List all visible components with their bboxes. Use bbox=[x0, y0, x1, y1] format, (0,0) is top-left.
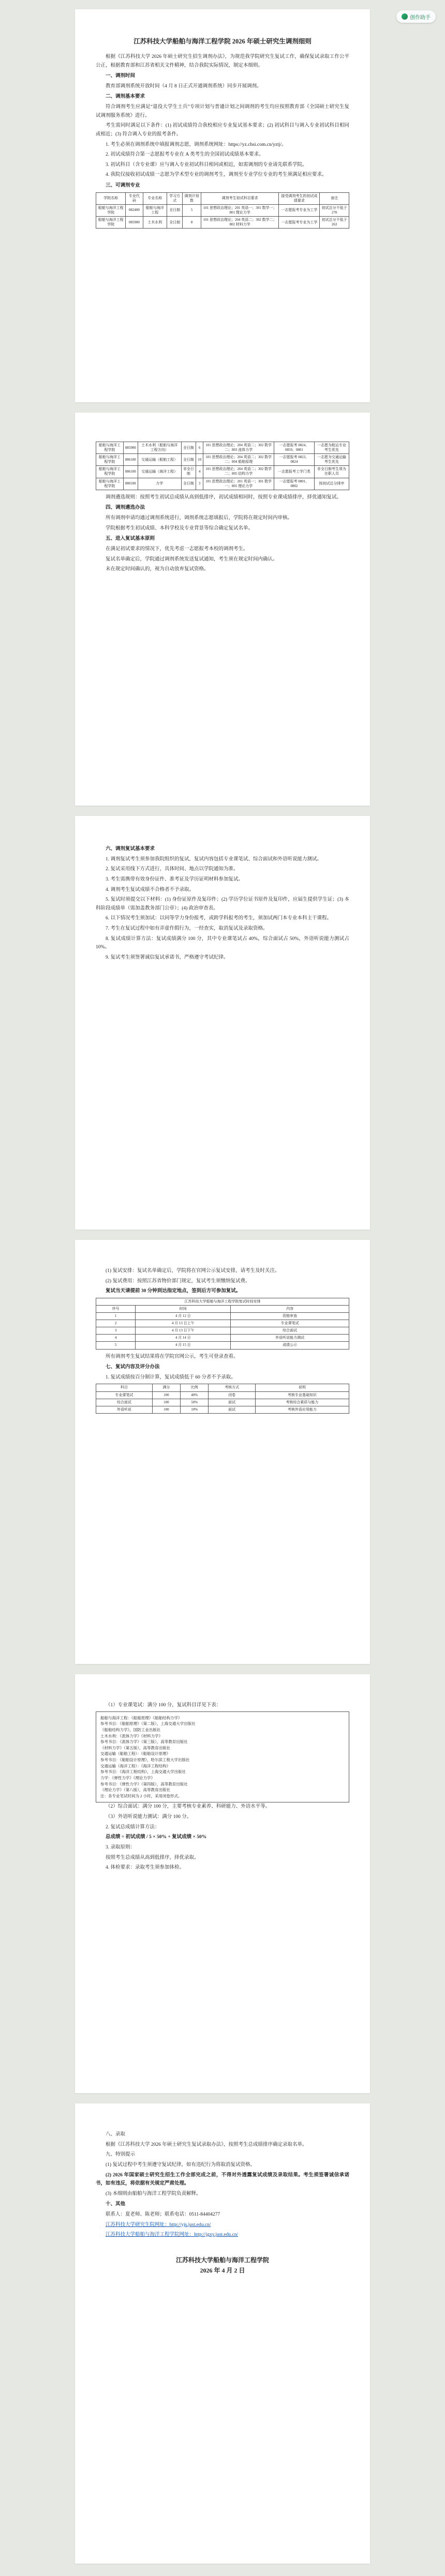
table-cell: 6 bbox=[196, 442, 203, 454]
table-cell: 101 思想政治理论；201 英语一；301 数学一；801 理论力学 bbox=[203, 478, 274, 490]
table-cell: 101 思想政治理论；204 英语二；302 数学二；805 结构力学 bbox=[203, 466, 274, 478]
table-row bbox=[96, 1320, 349, 1327]
website-url[interactable]: 江苏科技大学研究生院网址：http://yjs.just.edu.cn/ bbox=[106, 2222, 211, 2228]
table-header-cell: 科目 bbox=[96, 1384, 153, 1391]
table-cell: 4 月 13 日下午 bbox=[136, 1327, 231, 1335]
section-2-heading: 二、调剂基本要求 bbox=[106, 94, 145, 100]
app-logo-icon bbox=[402, 13, 408, 20]
table-cell: 船舶与海洋工程学院 bbox=[96, 478, 124, 490]
table-caption-row bbox=[96, 1298, 349, 1305]
document-page-6 bbox=[75, 2103, 370, 2564]
section-5-text: 复试名单确定后，学院通过调剂系统发送复试通知，考生须在规定时间内确认。 bbox=[106, 556, 278, 562]
table-header-cell: 满分 bbox=[152, 1384, 180, 1391]
table-header-cell: 备注 bbox=[320, 192, 349, 204]
table-cell: 按初试总分排序 bbox=[314, 478, 349, 490]
table-cell: 085900 bbox=[126, 217, 143, 229]
table-cell: 50% bbox=[180, 1399, 208, 1406]
table-row bbox=[96, 204, 349, 216]
medical-text: 4. 体检要求：录取考生须参加体检。 bbox=[106, 1865, 185, 1871]
interview-text: （2）综合面试：满分 100 分，主要考核专业素养、科研能力、外语水平等。 bbox=[106, 1804, 271, 1810]
table-cell: 土木水利（船舶与海洋工程方向） bbox=[138, 442, 181, 454]
table-cell: 船舶与海洋工程学院 bbox=[96, 466, 124, 478]
subject-line: 《理论力学》（第八版），高等教育出版社 bbox=[100, 1787, 170, 1793]
table-header-cell: 内容 bbox=[231, 1305, 349, 1312]
table-header-cell: 调剂计划数 bbox=[183, 192, 201, 204]
section-6-text: 9. 复试考生须签署诚信复试承诺书，严格遵守考试纪律。 bbox=[106, 954, 229, 960]
section-2-text: 3. 初试科目（含专业课）应与调入专业初试科目相同或相近，如需调剂的专业请先联系学院。 bbox=[106, 162, 307, 168]
confidential-notice: (2) 2026 年国家硕士研究生招生工作全部完成之前，不得对外透露复试成绩及录取结果。考生须签署诚信承诺书，如有违反，将依据有关规定严肃处理。 bbox=[96, 2172, 349, 2187]
table-cell: 4 月 15 日 bbox=[136, 1342, 231, 1349]
table-header-cell: 专业名称 bbox=[143, 192, 167, 204]
admission-label: 3. 录取原则： bbox=[106, 1844, 136, 1850]
table-cell: 101 思想政治理论；204 英语二；302 数学二；803 流体力学 bbox=[203, 442, 274, 454]
section-5-text: 在满足初试要求的情况下，优先考虑一志愿报考本校的调剂考生。 bbox=[106, 546, 248, 552]
table-cell: 全日制 bbox=[167, 204, 183, 216]
table-cell: 初试总分不低于 263 bbox=[320, 217, 349, 229]
table-header-row bbox=[96, 192, 349, 204]
contact-heading: 十、其他 bbox=[106, 2202, 126, 2207]
table-cell: 10% bbox=[180, 1406, 208, 1413]
subject-line: 《船舶结构力学》，国防工业出版社 bbox=[100, 1727, 161, 1732]
document-page-2 bbox=[75, 413, 370, 806]
language-text: （3）外语听说能力测试：满分 100 分。 bbox=[106, 1814, 192, 1820]
table-header-cell: 比例 bbox=[180, 1384, 208, 1391]
table-header-cell: 学院名称 bbox=[96, 192, 126, 204]
section-3-heading: 三、可调剂专业 bbox=[106, 183, 140, 188]
section-6-text: 4. 调剂考生复试成绩不合格者不予录取。 bbox=[106, 887, 195, 892]
subjects-box bbox=[96, 1711, 349, 1803]
table-cell: 8 bbox=[183, 217, 201, 229]
table-cell: 全日制 bbox=[167, 217, 183, 229]
table-cell: 面试 bbox=[209, 1406, 256, 1413]
table-header-cell: 序号 bbox=[96, 1305, 136, 1312]
table-row bbox=[96, 1327, 349, 1335]
subject-line: 交通运输（船舶工程）：《船舶设计原理》 bbox=[100, 1751, 170, 1756]
section-2-text: 2. 初试成绩符合第一志愿报考专业在 A 类考生的全国初试成绩基本要求。 bbox=[106, 152, 264, 158]
subject-line: 参考书目：《船舶原理》（第二版），上海交通大学出版社 bbox=[100, 1721, 196, 1726]
schedule-text: (1) 复试安排：复试名单确定后，学院将在官网公示复试安排，请考生及时关注。 bbox=[106, 1268, 280, 1274]
score-formula: 总成绩 = 初试成绩 / 5 × 50% + 复试成绩 × 50% bbox=[106, 1835, 207, 1840]
signature-date: 2026 年 4 月 2 日 bbox=[200, 2267, 245, 2275]
table-cell: 101 思想政治理论；204 英语二；302 数学二；804 船舶原理 bbox=[203, 454, 274, 466]
table-cell: 船舶与海洋工程 bbox=[143, 204, 167, 216]
signature-org: 江苏科技大学船舶与海洋工程学院 bbox=[175, 2256, 269, 2264]
table-cell: 专业课笔试 bbox=[96, 1391, 153, 1399]
section-2-text: 符合调剂考生应满足“退役大学生士兵”专项计划与普通计划之间调剂的考生均应按照教育部《全国硕士研究生复试调剂服务系统》进行。 bbox=[96, 104, 349, 118]
section-6-heading: 六、调剂复试基本要求 bbox=[106, 846, 155, 852]
table-cell: 086100 bbox=[123, 466, 138, 478]
table-header-row bbox=[96, 1384, 349, 1391]
table-cell: 4 月 13 日上午 bbox=[136, 1320, 231, 1327]
table-cell: 综合面试 bbox=[96, 1399, 153, 1406]
document-page-5 bbox=[75, 1674, 370, 2093]
table-cell: 船舶与海洋工程学院 bbox=[96, 454, 124, 466]
table-cell: 非全日制 bbox=[181, 466, 196, 478]
subject-line: 参考书目：《流体力学》（第三版），高等教育出版社 bbox=[100, 1739, 188, 1745]
table-row bbox=[96, 454, 349, 466]
table-cell: 080100 bbox=[123, 478, 138, 490]
table-cell: 一志愿为交通运输考生优先 bbox=[314, 454, 349, 466]
table-cell: 4 月 12 日 bbox=[136, 1313, 231, 1320]
table-cell: 5 bbox=[183, 204, 201, 216]
table-cell: 10 bbox=[196, 454, 203, 466]
table-cell: 综合面试 bbox=[231, 1327, 349, 1335]
section-1-text: 教育部调剂系统开放时间（4 月 8 日正式开通调剂系统）同步开展调剂。 bbox=[106, 83, 262, 89]
table-cell: 100 bbox=[152, 1399, 180, 1406]
document-page-1 bbox=[75, 9, 370, 402]
section-6-text: 3. 考生需携带有效身份证件、准考证及学历证明材料参加复试。 bbox=[106, 876, 244, 882]
section-7-text: 1. 复试成绩按百分制计算，复试成绩低于 60 分者不予录取。 bbox=[106, 1374, 236, 1380]
section-9-text: (1) 复试过程中考生须遵守复试纪律，如有违纪行为将取消复试资格。 bbox=[106, 2162, 255, 2168]
subject-line: 交通运输（海洋工程）：《海洋工程结构》 bbox=[100, 1763, 170, 1768]
table-cell: 3 bbox=[196, 478, 203, 490]
table-cell: 船舶与海洋工程学院 bbox=[96, 204, 126, 216]
table-header-cell: 时间 bbox=[136, 1305, 231, 1312]
website-link[interactable] bbox=[96, 2231, 349, 2239]
section-8-text: 根据《江苏科技大学 2026 年硕士研究生复试录取办法》，按照考生总成绩排序确定录取名单。 bbox=[106, 2142, 307, 2147]
table-cell: 1 bbox=[96, 1313, 136, 1320]
section-4-heading: 四、调剂遴选办法 bbox=[106, 505, 145, 511]
section-8-heading: 八、录取 bbox=[106, 2132, 126, 2137]
table-cell: 全日制 bbox=[181, 454, 196, 466]
section-4-text: 学院根据考生初试成绩、本科学校及专业背景等综合确定复试名单。 bbox=[106, 525, 254, 531]
table-cell: 面试 bbox=[209, 1399, 256, 1406]
table-header-cell: 说明 bbox=[255, 1384, 349, 1391]
table-cell: 一志愿为航运专业考生优先 bbox=[314, 442, 349, 454]
table-cell: 初试总分不低于 270 bbox=[320, 204, 349, 216]
subject-line: 参考书目：《弹性力学》（第四版），高等教育出版社 bbox=[100, 1781, 188, 1786]
table-cell: 非全日制考生须为在职人员 bbox=[314, 466, 349, 478]
score-method-label: 2. 复试总成绩计算方法： bbox=[106, 1824, 160, 1830]
table-cell: 4 月 14 日 bbox=[136, 1335, 231, 1342]
table-cell: 船舶与海洋工程学院 bbox=[96, 442, 124, 454]
section-7-heading: 七、复试内容及评分办法 bbox=[106, 1365, 160, 1370]
table-row bbox=[96, 442, 349, 454]
section-6-text: 8. 复试成绩计算方法：复试成绩满分 100 分，其中专业课笔试占 40%，综合面试占 50%，外语听说能力测试占 10%。 bbox=[96, 936, 349, 950]
table-row bbox=[96, 466, 349, 478]
app-badge[interactable] bbox=[396, 10, 436, 23]
table-cell: 一志愿报考 0823、0824 bbox=[274, 454, 315, 466]
table-cell: 101 思想政治理论；201 英语一；301 数学一；801 理论力学 bbox=[201, 204, 279, 216]
table-cell: 2 bbox=[96, 1320, 136, 1327]
table-cell: 专业课笔试 bbox=[231, 1320, 349, 1327]
table-cell: 4 bbox=[96, 1335, 136, 1342]
table-header-cell: 考核方式 bbox=[209, 1384, 256, 1391]
table-caption: 江苏科技大学船舶与海洋工程学院复试时间安排 bbox=[96, 1298, 349, 1305]
app-badge-label: 创作助手 bbox=[410, 14, 431, 21]
table-header-cell: 学习方式 bbox=[167, 192, 183, 204]
table-header-cell: 调剂考生初试科目要求 bbox=[201, 192, 279, 204]
major-table-continued bbox=[96, 442, 349, 490]
table-cell: 086100 bbox=[123, 454, 138, 466]
table-cell: 101 思想政治理论；204 英语二；302 数学二；802 材料力学 bbox=[201, 217, 279, 229]
section-1-heading: 一、调剂时间 bbox=[106, 73, 136, 79]
section-9-heading: 九、特别提示 bbox=[106, 2152, 136, 2158]
admission-text: 按照考生总成绩从高到低排序，择优录取。 bbox=[106, 1855, 199, 1860]
table-row bbox=[96, 1391, 349, 1399]
written-test-intro: （1）专业课笔试：满分 100 分，复试科目详见下表： bbox=[106, 1703, 221, 1708]
major-table bbox=[96, 192, 349, 229]
section-2-text: 4. 我院仅接收初试成绩一志愿为学术型专业的调剂考生，调剂至专业学位专业的考生须满足相应要求。 bbox=[106, 172, 327, 178]
schedule-text: (2) 复试费用：按照江苏省物价部门规定，复试考生须缴纳复试费。 bbox=[106, 1278, 250, 1284]
section-6-text: 6. 以下情况考生须加试：以同等学力身份报考，或跨学科报考的考生，须加试两门本专业本科主干课程。 bbox=[106, 916, 332, 921]
subject-line: 参考书目：《船舶设计原理》，哈尔滨工程大学出版社 bbox=[100, 1757, 190, 1762]
table-cell: 考核专业基础知识 bbox=[255, 1391, 349, 1399]
website-url[interactable]: 江苏科技大学船舶与海洋工程学院网址：http://jgxy.just.edu.cn/ bbox=[106, 2232, 239, 2238]
section-6-text: 1. 调剂复试考生须参加我院组织的复试，复试内容包括专业课笔试、综合面试和外语听说能力测试。 bbox=[106, 856, 322, 862]
score-table bbox=[96, 1384, 349, 1413]
table-cell: 一志愿报考 0824、0859、0801 bbox=[274, 442, 315, 454]
contact-text: 联系人：夏老师、陈老师；联系电话：0511-84404277 bbox=[106, 2212, 220, 2217]
table-cell: 土木水利 bbox=[143, 217, 167, 229]
table-cell: 全日制 bbox=[181, 478, 196, 490]
section-5-heading: 五、进入复试基本原则 bbox=[106, 536, 155, 542]
table-row bbox=[96, 1335, 349, 1342]
table-cell: 082400 bbox=[126, 204, 143, 216]
table-cell: 5 bbox=[96, 1342, 136, 1349]
table-cell: 船舶与海洋工程学院 bbox=[96, 217, 126, 229]
table-row bbox=[96, 217, 349, 229]
document-page-3 bbox=[75, 816, 370, 1230]
table-row bbox=[96, 478, 349, 490]
table-cell: 考核综合素质与能力 bbox=[255, 1399, 349, 1406]
subject-line: 土木水利：《流体力学》《材料力学》 bbox=[100, 1733, 162, 1738]
table-cell: 一志愿报考专业为工学 bbox=[279, 217, 320, 229]
table-cell: 成绩公示 bbox=[231, 1342, 349, 1349]
table-cell: 考核外语应用能力 bbox=[255, 1406, 349, 1413]
subject-line: 船舶与海洋工程：《船舶原理》《船舶结构力学》 bbox=[100, 1715, 182, 1720]
table-cell: 一志愿报考 0801、0802 bbox=[274, 478, 315, 490]
table-header-cell: 专业代码 bbox=[126, 192, 143, 204]
page-title: 江苏科技大学船舶与海洋工程学院 2026 年硕士研究生调剂细则 bbox=[134, 38, 312, 45]
section-2-text: 1. 考生必须在调剂系统中填报调剂志愿，调剂系统网址：https://yz.chsi.com.cn/yztj/。 bbox=[106, 142, 287, 147]
table-header-cell: 接受调剂考生的初试成绩要求 bbox=[279, 192, 320, 204]
section-2-text: 考生需同时满足以下条件：(1) 初试成绩符合我校相应专业复试基本要求；(2) 初试科目与调入专业初试科目相同或相近；(3) 符合调入专业的报考条件。 bbox=[96, 123, 349, 137]
intro-paragraph: 根据《江苏科技大学 2026 年硕士研究生招生调剂办法》，为规范我学院研究生复试工作，确保复试录取工作公平公正，根据教育部和江苏省相关文件精神，结合我院实际情况，制定本细则。 bbox=[96, 54, 349, 68]
table-cell: 40% bbox=[180, 1391, 208, 1399]
table-cell: 力学 bbox=[138, 478, 181, 490]
table-cell: 闭卷 bbox=[209, 1391, 256, 1399]
schedule-table bbox=[96, 1298, 349, 1350]
table-cell: 一志愿报考工学门类 bbox=[274, 466, 315, 478]
table-cell: 4 bbox=[196, 466, 203, 478]
table-row bbox=[96, 1313, 349, 1320]
subject-line: 力学：《弹性力学》《理论力学》 bbox=[100, 1775, 155, 1780]
subject-line: 注：各专业笔试时间为 2 小时，采用闭卷形式。 bbox=[100, 1793, 182, 1798]
table-cell: 一志愿报考专业为工学 bbox=[279, 204, 320, 216]
section-9-text: (3) 本细则由船舶与海洋工程学院负责解释。 bbox=[106, 2191, 201, 2196]
document-page-4 bbox=[75, 1240, 370, 1664]
table-row bbox=[96, 1406, 349, 1413]
result-text: 所有调剂考生复试结果将在学院官网公示，考生可登录查看。 bbox=[106, 1354, 239, 1359]
table-row bbox=[96, 1342, 349, 1349]
section-6-text: 7. 考生在复试过程中如有弄虚作假行为，一经查实，取消复试及录取资格。 bbox=[106, 926, 268, 931]
table-cell: 外语听说 bbox=[96, 1406, 153, 1413]
subject-line: 《材料力学》（第五版），高等教育出版社 bbox=[100, 1745, 170, 1750]
table-cell: 资格审查 bbox=[231, 1313, 349, 1320]
table-cell: 3 bbox=[96, 1327, 136, 1335]
section-6-text: 5. 复试时须提交以下材料：(1) 身份证原件及复印件；(2) 学历学位证书原件及复印件，应届生提供学生证；(3) 本科阶段成绩单（需加盖教务部门公章）；(4) 政治审查表。 bbox=[96, 897, 349, 911]
table-cell: 100 bbox=[152, 1406, 180, 1413]
table-cell: 100 bbox=[152, 1391, 180, 1399]
table-cell: 全日制 bbox=[181, 442, 196, 454]
table-cell: 085900 bbox=[123, 442, 138, 454]
section-5-text: 未在规定时间确认的，视为自动放弃复试资格。 bbox=[106, 567, 209, 572]
subject-line: 参考书目：《海洋工程结构》，上海交通大学出版社 bbox=[100, 1769, 186, 1775]
section-6-text: 2. 复试采用线下方式进行，具体时间、地点以学院通知为准。 bbox=[106, 867, 239, 872]
section-4-text: 所有调剂申请均通过调剂系统进行，调剂系统志愿填报后，学院将在规定时间内审核。 bbox=[106, 516, 293, 521]
website-link[interactable] bbox=[96, 2221, 349, 2230]
table-cell: 外语听说能力测试 bbox=[231, 1335, 349, 1342]
table-header-row bbox=[96, 1305, 349, 1312]
table-row bbox=[96, 1399, 349, 1406]
signature-block bbox=[96, 2255, 349, 2276]
schedule-notice: 复试当天请提前 30 分钟到达指定地点，签到后方可参加复试。 bbox=[106, 1289, 241, 1294]
table-cell: 交通运输（船舶工程） bbox=[138, 454, 181, 466]
table-note: 调剂遴选规则：按照考生初试总成绩从高到低排序，初试成绩相同时，按照专业课成绩排序，择优通知复试。 bbox=[106, 494, 342, 500]
table-cell: 交通运输（海洋工程） bbox=[138, 466, 181, 478]
